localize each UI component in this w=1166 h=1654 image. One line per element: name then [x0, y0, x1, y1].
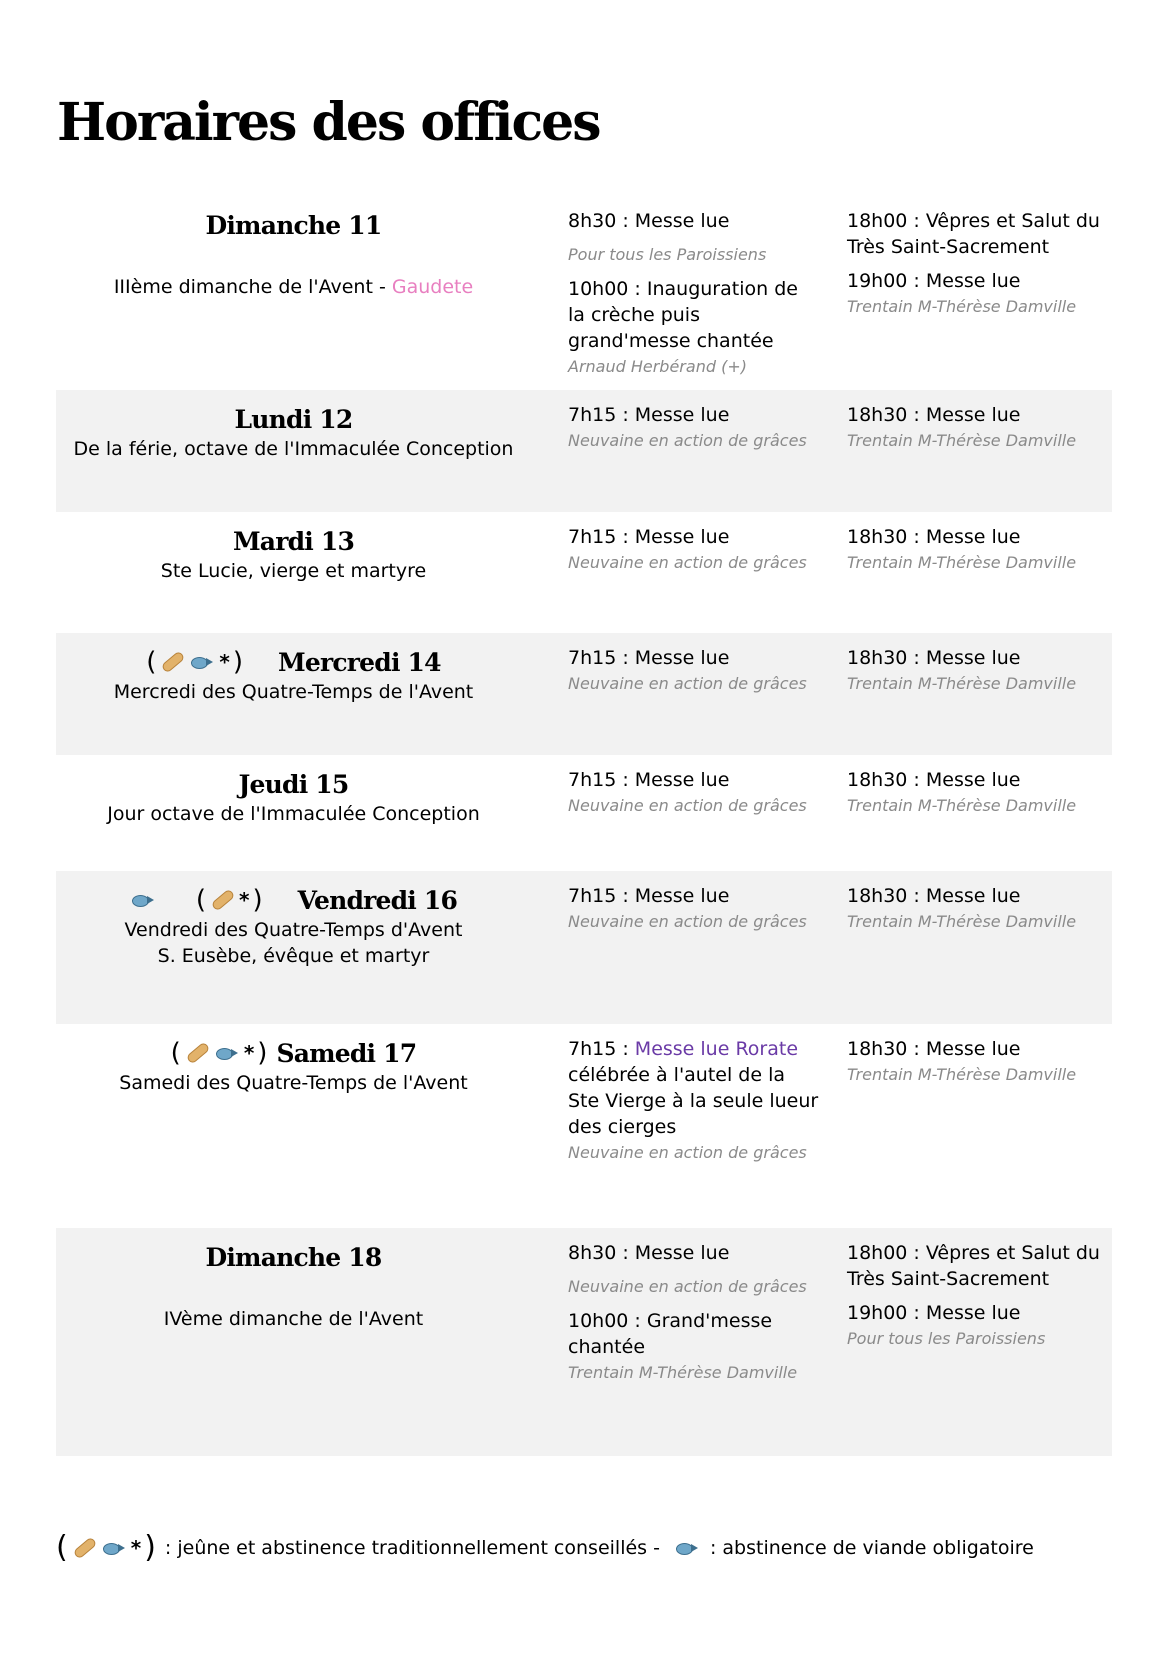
- liturgical-day: Ste Lucie, vierge et martyre: [160, 560, 427, 582]
- mass-intention: Neuvaine en action de grâces: [568, 431, 807, 450]
- mass-time: 7h15 : Messe lue: [568, 885, 730, 907]
- schedule-row-mercredi-14: [56, 633, 1112, 755]
- mass-time: 18h30 : Messe lue: [847, 885, 1021, 907]
- mass-intention: Trentain M-Thérèse Damville: [847, 297, 1077, 316]
- mass-intention: Trentain M-Thérèse Damville: [847, 674, 1077, 693]
- mass-intention: Pour tous les Paroissiens: [847, 1329, 1046, 1348]
- bread-icon: [72, 1536, 97, 1559]
- day-title: Dimanche 11: [205, 210, 382, 240]
- legend-fast-text: : jeûne et abstinence traditionnellement conseillés -: [164, 1536, 660, 1559]
- mass-time: 10h00 : Grand'messe chantée: [568, 1310, 773, 1358]
- mass-intention: Neuvaine en action de grâces: [568, 1277, 807, 1296]
- mass-time: 18h30 : Messe lue: [847, 404, 1021, 426]
- liturgical-day: De la férie, octave de l'Immaculée Conception: [73, 438, 514, 460]
- mass-intention: Trentain M-Thérèse Damville: [847, 796, 1077, 815]
- schedule-row-jeudi-15: [56, 755, 1112, 871]
- bread-icon: [161, 650, 186, 673]
- bread-icon: [185, 1041, 210, 1064]
- saint-of-day: S. Eusèbe, évêque et martyr: [157, 945, 430, 967]
- fish-icon: [676, 1543, 696, 1553]
- liturgical-day: Vendredi des Quatre-Temps d'Avent: [124, 919, 463, 941]
- day-title: Samedi 17: [276, 1038, 417, 1068]
- legend: [56, 1530, 1034, 1565]
- schedule-row-vendredi-16: [56, 871, 1112, 1024]
- fast-abstinence-marker: ( * ): [146, 647, 245, 677]
- page-title: Horaires des offices: [57, 92, 600, 153]
- day-title: Mardi 13: [232, 526, 355, 556]
- legend-abstinence-text: : abstinence de viande obligatoire: [709, 1536, 1034, 1559]
- liturgical-day: Samedi des Quatre-Temps de l'Avent: [119, 1072, 468, 1094]
- mass-time: 8h30 : Messe lue: [568, 1242, 730, 1264]
- mass-time: 7h15 : Messe lue: [568, 647, 730, 669]
- schedule-row-samedi-17: [56, 1024, 1112, 1228]
- office-time: 18h00 : Vêpres et Salut du Très Saint-Sacrement: [847, 1242, 1100, 1290]
- mass-time: 10h00 : Inauguration de la crèche puis grand'messe chantée: [568, 278, 798, 352]
- mass-time: 18h30 : Messe lue: [847, 647, 1021, 669]
- day-title: Dimanche 18: [205, 1242, 382, 1272]
- mass-intention: Neuvaine en action de grâces: [568, 553, 807, 572]
- schedule-row-mardi-13: [56, 512, 1112, 633]
- mass-time: 18h30 : Messe lue: [847, 1038, 1021, 1060]
- fast-abstinence-marker: ( * ): [170, 1038, 269, 1068]
- bread-icon: [211, 888, 236, 911]
- liturgical-day: IIIème dimanche de l'Avent - Gaudete: [113, 276, 474, 298]
- fast-abstinence-marker: ( * ): [56, 1530, 157, 1565]
- mass-time: 7h15 : Messe lue: [568, 769, 730, 791]
- gaudete-label: Gaudete: [391, 276, 474, 298]
- mass-intention: Neuvaine en action de grâces: [568, 1143, 807, 1162]
- mass-intention: Arnaud Herbérand (+): [568, 357, 747, 376]
- mass-time: 18h30 : Messe lue: [847, 769, 1021, 791]
- schedule-table: [56, 196, 1112, 1456]
- mass-time: 18h30 : Messe lue: [847, 526, 1021, 548]
- mass-time: 7h15 : Messe lue: [568, 526, 730, 548]
- schedule-row-dimanche-18: [56, 1228, 1112, 1456]
- mass-time: 19h00 : Messe lue: [847, 1302, 1021, 1324]
- fish-icon: [216, 1048, 236, 1058]
- rorate-label: Messe lue Rorate: [634, 1038, 799, 1060]
- mass-intention: Neuvaine en action de grâces: [568, 912, 807, 931]
- office-time: 18h00 : Vêpres et Salut du Très Saint-Sacrement: [847, 210, 1100, 258]
- schedule-row-lundi-12: [56, 390, 1112, 512]
- mass-intention: Trentain M-Thérèse Damville: [847, 1065, 1077, 1084]
- liturgical-day: IVème dimanche de l'Avent: [163, 1308, 424, 1330]
- mass-time: 8h30 : Messe lue: [568, 210, 730, 232]
- day-title: Vendredi 16: [297, 885, 458, 915]
- mass-intention: Pour tous les Paroissiens: [568, 245, 767, 264]
- mass-intention: Trentain M-Thérèse Damville: [847, 553, 1077, 572]
- mass-intention: Neuvaine en action de grâces: [568, 796, 807, 815]
- fish-icon: [103, 1543, 123, 1553]
- schedule-row-dimanche-11: [56, 196, 1112, 390]
- mass-intention: Trentain M-Thérèse Damville: [847, 431, 1077, 450]
- day-title: Mercredi 14: [278, 647, 441, 677]
- mass-time: 7h15 : Messe lue Rorate célébrée à l'autel de la Ste Vierge à la seule lueur des cierges: [568, 1038, 819, 1138]
- liturgical-day: Jour octave de l'Immaculée Conception: [107, 803, 480, 825]
- day-title: Jeudi 15: [238, 769, 349, 799]
- fish-icon: [132, 895, 152, 905]
- mass-intention: Trentain M-Thérèse Damville: [568, 1363, 798, 1382]
- mass-time: 19h00 : Messe lue: [847, 270, 1021, 292]
- fish-icon: [191, 657, 211, 667]
- day-title: Lundi 12: [234, 404, 353, 434]
- mass-time: 7h15 : Messe lue: [568, 404, 730, 426]
- mass-intention: Trentain M-Thérèse Damville: [847, 912, 1077, 931]
- mass-intention: Neuvaine en action de grâces: [568, 674, 807, 693]
- liturgical-day: Mercredi des Quatre-Temps de l'Avent: [113, 681, 474, 703]
- fast-marker: ( * ): [195, 885, 264, 915]
